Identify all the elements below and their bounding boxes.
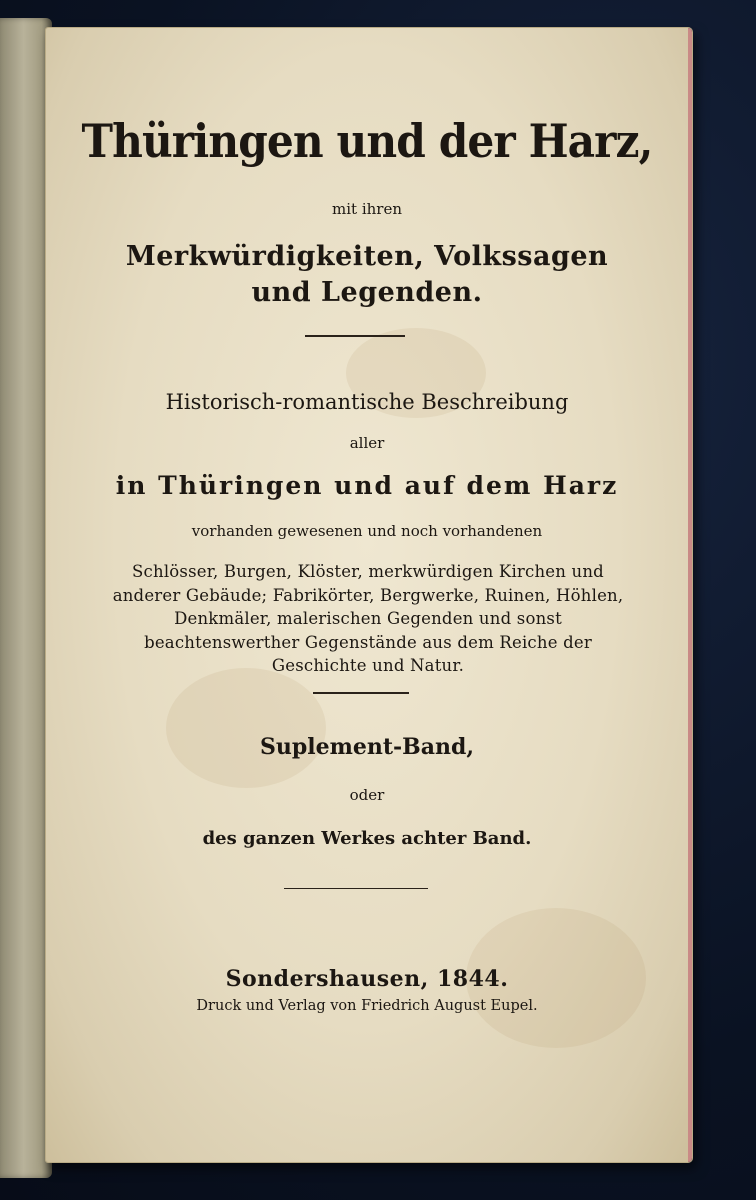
book-page-edge (0, 18, 52, 1178)
title-page (46, 28, 692, 1162)
existing-text: vorhanden gewesenen und noch vorhandenen (191, 522, 543, 540)
book-title: Thüringen und der Harz, (81, 114, 653, 168)
all-text: aller (349, 434, 385, 452)
paper-stain (166, 668, 326, 788)
subtitle-line-1: Merkwürdigkeiten, Volkssagen (125, 241, 609, 272)
place-year: Sondershausen, 1844. (225, 966, 509, 992)
publisher-line: Druck und Verlag von Friedrich August Eupel. (196, 998, 538, 1014)
contents-paragraph: Schlösser, Burgen, Klöster, merkwürdigen Kirchen und anderer Gebäude; Fabrikörter, Bergwerke, Ruinen, Höhlen, Denkmäler, malerischen Gegenden und sonst beachtenswerther Gegenstände aus dem Reiche der Geschichte und Natur. (112, 562, 624, 675)
or-text: oder (349, 786, 385, 804)
volume-label: Suplement-Band, (259, 734, 475, 760)
whole-work-text: des ganzen Werkes achter Band. (202, 828, 532, 849)
description-line: Historisch-romantische Beschreibung (165, 390, 569, 414)
divider-rule (313, 692, 409, 694)
subtitle-line-2: und Legenden. (251, 277, 483, 308)
divider-rule (305, 335, 405, 337)
with-their-text: mit ihren (332, 200, 402, 218)
region-heading: in Thüringen und auf dem Harz (115, 471, 619, 500)
divider-rule (284, 888, 428, 889)
